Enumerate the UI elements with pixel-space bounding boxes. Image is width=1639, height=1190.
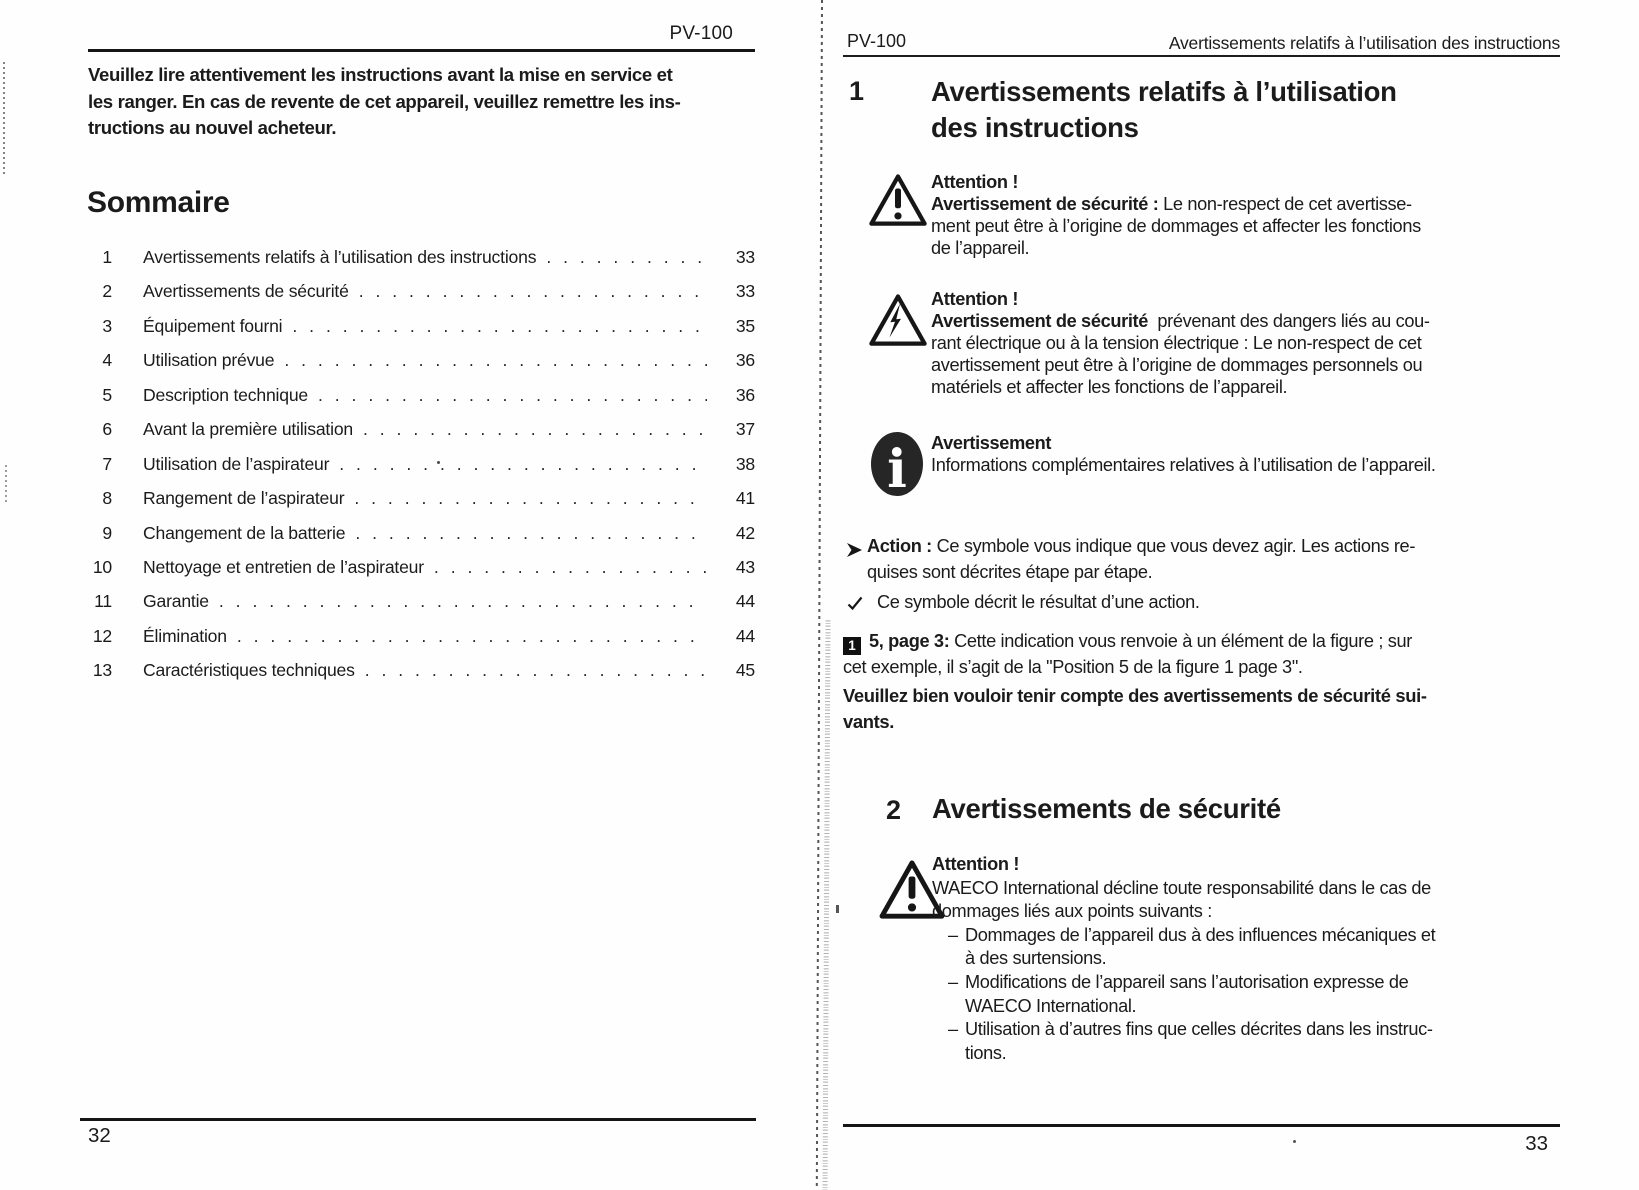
list-item bbox=[948, 1018, 1435, 1065]
list-item-line: à des surtensions. bbox=[965, 948, 1107, 969]
toc-entry-title: Changement de la batterie bbox=[143, 522, 346, 543]
warning-title: Attention ! bbox=[931, 172, 1019, 192]
toc-entry bbox=[85, 591, 755, 625]
toc-entry-title: Avertissements relatifs à l’utilisation des instructions bbox=[143, 247, 537, 267]
toc-entry-number: 11 bbox=[94, 591, 112, 612]
page-gutter-shadow bbox=[816, 0, 823, 1190]
warning-bullet-list bbox=[948, 924, 1435, 1066]
toc-entry-number: 1 bbox=[102, 247, 112, 267]
header-rule bbox=[843, 55, 1560, 57]
toc-entry-title: Description technique bbox=[143, 384, 308, 405]
note-line: vants. bbox=[843, 710, 895, 732]
list-item-line: Modifications de l’appareil sans l’autorisation expresse de bbox=[965, 971, 1409, 992]
dash-bullet: – bbox=[948, 924, 958, 945]
toc-entry bbox=[85, 454, 755, 488]
toc-entry-title: Avertissements de sécurité bbox=[143, 281, 349, 302]
warning-line: dommages liés aux points suivants : bbox=[932, 901, 1212, 922]
list-item bbox=[948, 924, 1435, 971]
toc-dot-leader bbox=[292, 316, 707, 337]
scan-speck bbox=[437, 461, 440, 464]
warning-line-text: Le non-respect de cet avertisse- bbox=[1158, 194, 1412, 214]
running-header-chapter: Avertissements relatifs à l’utilisation des instructions bbox=[1168, 33, 1560, 53]
liability-warning-note bbox=[932, 853, 1435, 1065]
toc-entry-number: 7 bbox=[102, 453, 112, 474]
toc-dot-leader bbox=[359, 281, 707, 302]
section-title bbox=[931, 74, 1397, 145]
warning-line-text: prévenant des dangers liés au cou- bbox=[1148, 311, 1430, 331]
footer-rule bbox=[843, 1124, 1560, 1127]
list-item-line: tions. bbox=[965, 1042, 1007, 1063]
toc-entry-page: 33 bbox=[735, 281, 755, 302]
warning-line bbox=[931, 310, 1430, 332]
toc-entry-number: 5 bbox=[102, 384, 112, 405]
toc-entry-title: Caractéristiques techniques bbox=[143, 660, 355, 681]
action-arrow-icon bbox=[847, 538, 862, 564]
figure-ref-lead-bold: 5, page 3: bbox=[869, 631, 950, 651]
toc-heading: Sommaire bbox=[87, 186, 230, 219]
toc-entry-number: 9 bbox=[102, 522, 112, 543]
note-line: Veuillez bien vouloir tenir compte des avertissements de sécurité sui- bbox=[843, 685, 1427, 706]
warning-line bbox=[931, 193, 1421, 215]
toc-entry-title: Garantie bbox=[143, 591, 209, 612]
toc-entry bbox=[85, 419, 755, 453]
toc-entry-number: 13 bbox=[92, 660, 112, 681]
list-item-line: Dommages de l’appareil dus à des influences mécaniques et bbox=[965, 924, 1436, 945]
result-symbol-note bbox=[847, 591, 1200, 613]
scan-edge-artifact bbox=[3, 62, 5, 174]
intro-line: les ranger. En cas de revente de cet appareil, veuillez remettre les ins- bbox=[88, 90, 681, 112]
scan-speck bbox=[836, 905, 839, 913]
electric-hazard-triangle-icon bbox=[868, 292, 928, 349]
toc-dot-leader bbox=[339, 454, 707, 475]
section-title-line: des instructions bbox=[931, 111, 1139, 143]
toc-dot-leader bbox=[284, 350, 707, 371]
footer-rule bbox=[80, 1118, 756, 1121]
toc-entry-page: 44 bbox=[735, 625, 755, 646]
toc-entry-number: 3 bbox=[102, 315, 112, 336]
intro-line: tructions au nouvel acheteur. bbox=[88, 117, 337, 138]
warning-line: WAECO International décline toute responsabilité dans le cas de bbox=[932, 877, 1431, 898]
checkmark-icon bbox=[847, 594, 863, 616]
dash-bullet: – bbox=[948, 1019, 958, 1040]
section-title: Avertissements de sécurité bbox=[932, 793, 1281, 824]
toc-entry bbox=[85, 350, 755, 384]
header-rule bbox=[88, 49, 755, 52]
page-number-left: 32 bbox=[88, 1124, 111, 1147]
safety-reminder-note bbox=[843, 683, 1427, 734]
page-gutter-noise bbox=[823, 620, 831, 1190]
toc-entry-number: 8 bbox=[102, 488, 112, 509]
warning-line: rant électrique ou à la tension électrique : Le non-respect de cet bbox=[931, 333, 1422, 353]
figure-reference-line: cet exemple, il s’agit de la "Position 5 de la figure 1 page 3". bbox=[843, 657, 1303, 677]
table-of-contents bbox=[85, 247, 755, 695]
electric-warning-note bbox=[931, 288, 1430, 398]
toc-entry-page: 43 bbox=[735, 556, 755, 577]
toc-entry-title: Utilisation prévue bbox=[143, 350, 275, 371]
toc-entry-page: 42 bbox=[735, 522, 755, 543]
figure-ref-text: Cette indication vous renvoie à un élément de la figure ; sur bbox=[949, 631, 1412, 651]
toc-dot-leader bbox=[219, 591, 707, 612]
warning-line: ment peut être à l’origine de dommages et affecter les fonctions bbox=[931, 216, 1421, 236]
running-header-model: PV-100 bbox=[669, 23, 733, 44]
toc-dot-leader bbox=[237, 626, 707, 647]
warning-lead-bold: Avertissement de sécurité bbox=[931, 311, 1149, 331]
list-item bbox=[948, 971, 1435, 1018]
action-line bbox=[867, 533, 1415, 559]
toc-entry-number: 4 bbox=[102, 350, 112, 371]
dash-bullet: – bbox=[948, 971, 958, 992]
toc-entry-page: 38 bbox=[735, 453, 755, 474]
info-note-body: Informations complémentaires relatives à l’utilisation de l’appareil. bbox=[931, 455, 1436, 475]
toc-entry-page: 37 bbox=[735, 419, 755, 440]
action-lead-bold: Action : bbox=[867, 536, 932, 556]
toc-entry-title: Rangement de l’aspirateur bbox=[143, 488, 345, 509]
toc-entry-number: 12 bbox=[92, 625, 112, 646]
toc-entry-title: Équipement fourni bbox=[143, 315, 283, 336]
result-text: Ce symbole décrit le résultat d’une action. bbox=[877, 592, 1200, 612]
svg-text:i: i bbox=[887, 439, 907, 498]
toc-entry-number: 10 bbox=[92, 556, 112, 577]
warning-line: de l’appareil. bbox=[931, 238, 1030, 258]
info-note bbox=[931, 432, 1436, 476]
toc-dot-leader bbox=[354, 488, 707, 509]
safety-warning-note bbox=[931, 171, 1421, 259]
running-header-model: PV-100 bbox=[847, 31, 907, 51]
toc-entry-title: Utilisation de l’aspirateur bbox=[143, 453, 330, 474]
section-title-line: Avertissements relatifs à l’utilisation bbox=[931, 76, 1397, 107]
toc-entry bbox=[85, 316, 755, 350]
info-note-title: Avertissement bbox=[931, 433, 1052, 453]
toc-entry-number: 2 bbox=[102, 281, 112, 302]
list-item-line: WAECO International. bbox=[965, 995, 1137, 1016]
toc-entry-title: Avant la première utilisation bbox=[143, 419, 353, 440]
figure-reference-note bbox=[843, 629, 1412, 680]
action-symbol-note bbox=[845, 533, 1415, 585]
section-number: 2 bbox=[886, 795, 902, 825]
toc-entry-title: Élimination bbox=[143, 625, 227, 646]
action-line: quises sont décrites étape par étape. bbox=[867, 562, 1153, 582]
toc-entry-title: Nettoyage et entretien de l’aspirateur bbox=[143, 556, 424, 577]
action-line-text: Ce symbole vous indique que vous devez agir. Les actions re- bbox=[931, 536, 1416, 556]
toc-entry bbox=[85, 660, 755, 694]
toc-dot-leader bbox=[434, 557, 707, 578]
section-number: 1 bbox=[849, 76, 865, 106]
toc-entry-page: 44 bbox=[735, 591, 755, 612]
toc-entry-page: 41 bbox=[735, 488, 755, 509]
warning-lead-bold: Avertissement de sécurité : bbox=[931, 194, 1159, 214]
toc-entry bbox=[85, 626, 755, 660]
warning-title: Attention ! bbox=[931, 289, 1019, 309]
toc-entry-page: 35 bbox=[735, 315, 755, 336]
info-icon bbox=[869, 430, 925, 498]
toc-dot-leader bbox=[365, 660, 707, 681]
toc-dot-leader bbox=[318, 385, 707, 406]
toc-entry bbox=[85, 385, 755, 419]
toc-entry-page: 36 bbox=[735, 350, 755, 371]
scan-edge-artifact bbox=[5, 465, 7, 505]
warning-title: Attention ! bbox=[932, 854, 1020, 874]
list-item-line: Utilisation à d’autres fins que celles décrites dans les instruc- bbox=[965, 1019, 1433, 1040]
toc-entry-number: 6 bbox=[102, 419, 112, 440]
toc-entry-page: 33 bbox=[735, 247, 755, 267]
page-number-right: 33 bbox=[1525, 1132, 1548, 1155]
intro-paragraph bbox=[88, 62, 680, 142]
toc-dot-leader bbox=[363, 419, 707, 440]
toc-entry bbox=[85, 557, 755, 591]
warning-line: matériels et affecter les fonctions de l’appareil. bbox=[931, 377, 1288, 397]
toc-entry bbox=[85, 488, 755, 522]
figure-reference-line bbox=[843, 629, 1412, 655]
figure-ref-badge: 1 bbox=[843, 637, 861, 655]
warning-triangle-icon bbox=[868, 172, 928, 229]
toc-entry bbox=[85, 247, 755, 281]
toc-entry-page: 45 bbox=[735, 660, 755, 681]
toc-entry bbox=[85, 281, 755, 315]
toc-dot-leader bbox=[355, 523, 707, 544]
toc-dot-leader bbox=[546, 247, 707, 268]
toc-entry bbox=[85, 523, 755, 557]
toc-entry-page: 36 bbox=[735, 384, 755, 405]
warning-line: avertissement peut être à l’origine de dommages personnels ou bbox=[931, 355, 1423, 375]
intro-line: Veuillez lire attentivement les instructions avant la mise en service et bbox=[88, 64, 673, 85]
